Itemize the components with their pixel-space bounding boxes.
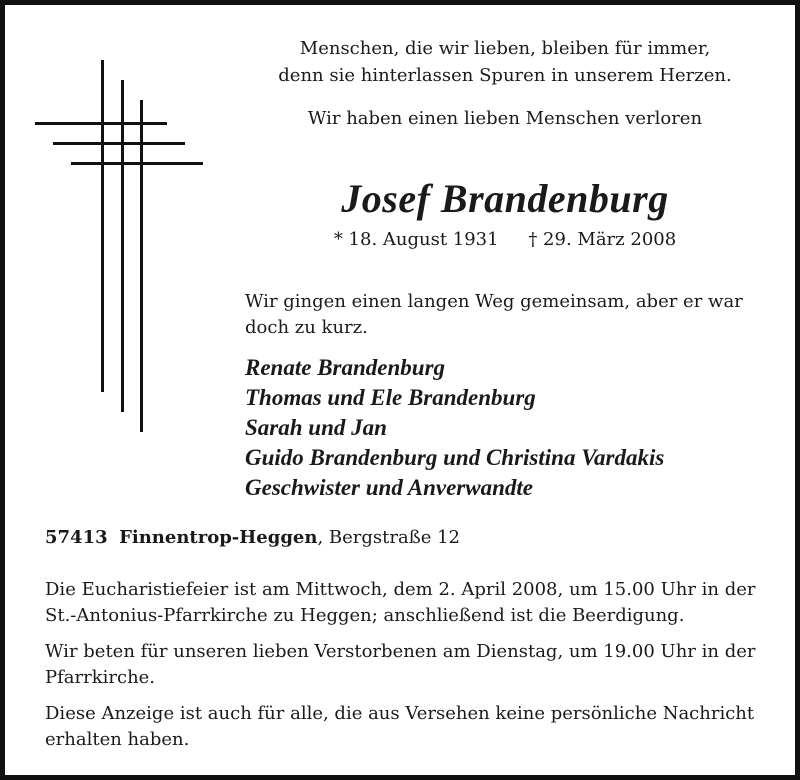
death-date: † 29. März 2008 [528, 229, 677, 250]
cross-horizontal-bar [35, 122, 167, 125]
cross-vertical-bar [101, 60, 104, 392]
motto-line: Wir haben einen lieben Menschen verloren [307, 108, 703, 129]
mourner-name: Renate Brandenburg [245, 355, 446, 380]
notice-line: erhalten haben. [45, 729, 190, 750]
motto-line: denn sie hinterlassen Spuren in unserem Herzen. [278, 65, 732, 86]
notice-line: St.-Antonius-Pfarrkirche zu Heggen; anschließend ist die Beerdigung. [45, 605, 685, 626]
mourner-name: Geschwister und Anverwandte [245, 475, 533, 500]
cross-vertical-bar [121, 80, 124, 412]
quote-line: Wir gingen einen langen Weg gemeinsam, aber er war [245, 291, 743, 312]
cross-horizontal-bar [53, 142, 185, 145]
notice-line: Die Eucharistiefeier ist am Mittwoch, dem 2. April 2008, um 15.00 Uhr in der [45, 579, 756, 600]
deceased-name: Josef Brandenburg [341, 176, 669, 221]
life-dates [255, 229, 755, 250]
mourners-list [245, 353, 785, 503]
cross-horizontal-bar [71, 162, 203, 165]
address-town: Finnentrop-Heggen [119, 527, 318, 548]
cross-icon [5, 5, 265, 465]
address-zip: 57413 [45, 527, 108, 548]
notice-announcement [45, 701, 765, 753]
quote-line: doch zu kurz. [245, 317, 368, 338]
notice-line: Pfarrkirche. [45, 667, 156, 688]
birth-date: * 18. August 1931 [333, 229, 499, 250]
mourner-name: Sarah und Jan [245, 415, 387, 440]
motto-line: Menschen, die wir lieben, bleiben für immer, [299, 38, 711, 59]
quote [245, 289, 785, 341]
notice-prayer [45, 639, 765, 691]
notice-line: Diese Anzeige ist auch für alle, die aus Versehen keine persönliche Nachricht [45, 703, 755, 724]
notice-funeral [45, 577, 765, 629]
mourner-name: Guido Brandenburg und Christina Vardakis [245, 445, 665, 470]
mourner-name: Thomas und Ele Brandenburg [245, 385, 536, 410]
cross-vertical-bar [140, 100, 143, 432]
address-street: , Bergstraße 12 [317, 527, 461, 548]
address [45, 527, 460, 548]
notice-line: Wir beten für unseren lieben Verstorbenen am Dienstag, um 19.00 Uhr in der [45, 641, 756, 662]
